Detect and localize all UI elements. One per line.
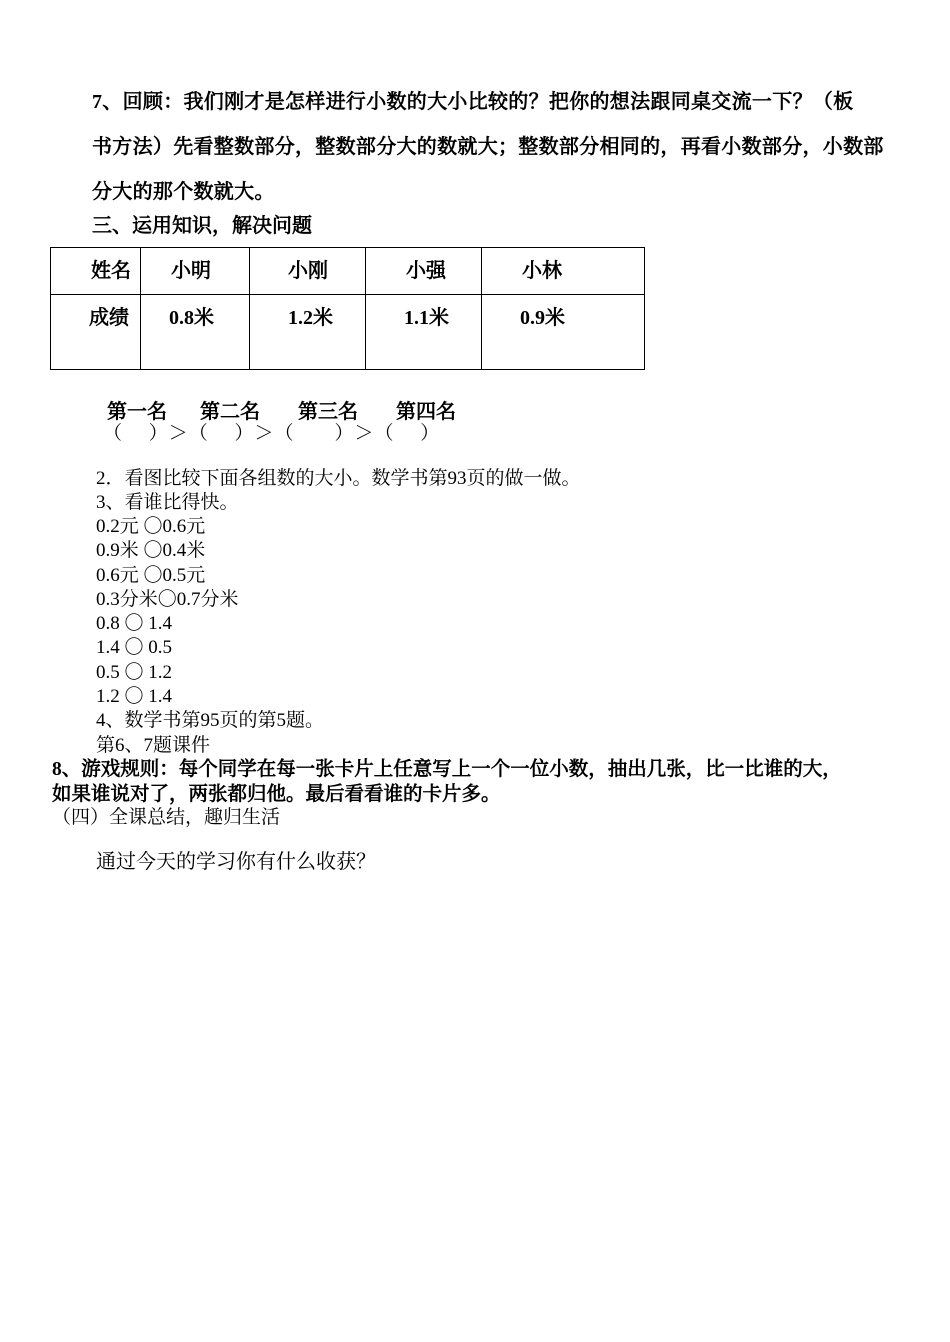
table-row — [51, 295, 645, 370]
list-item: 4、数学书第95页的第5题。 — [96, 710, 325, 731]
review-line-3: 分大的那个数就大。 — [92, 181, 275, 203]
game-rules-line-2: 如果谁说对了，两张都归他。最后看看谁的卡片多。 — [52, 784, 501, 805]
list-item: 0.3分米〇0.7分米 — [96, 589, 239, 610]
rank-label: 第一名 — [107, 401, 167, 423]
table-cell: 1.1米 — [404, 307, 449, 329]
list-item: 第6、7题课件 — [96, 735, 211, 756]
table-cell: 0.9米 — [520, 307, 565, 329]
list-item: 0.9米 〇0.4米 — [96, 540, 206, 561]
table-cell: 小林 — [522, 260, 562, 282]
table-cell: 成绩 — [89, 307, 129, 329]
list-item: 2．看图比较下面各组数的大小。数学书第93页的做一做。 — [96, 468, 581, 489]
rank-label: 第二名 — [200, 401, 260, 423]
list-item: 0.6元 〇0.5元 — [96, 565, 206, 586]
list-item: 0.5 〇 1.2 — [96, 662, 173, 683]
review-paragraph — [92, 80, 904, 215]
review-line-1: 7、回顾：我们刚才是怎样进行小数的大小比较的？把你的想法跟同桌交流一下？（板 — [92, 91, 854, 113]
review-line-2: 书方法）先看整数部分，整数部分大的数就大；整数部分相同的，再看小数部分，小数部 — [92, 136, 884, 158]
table-header-row — [51, 248, 645, 295]
table-cell: 姓名 — [91, 260, 131, 282]
rank-blanks: （ ）＞（ ）＞（ ）＞（ ） — [103, 423, 441, 444]
score-table — [50, 247, 645, 370]
list-item: 1.4 〇 0.5 — [96, 637, 173, 658]
rank-label: 第三名 — [298, 401, 358, 423]
list-item: 0.2元 〇0.6元 — [96, 516, 206, 537]
game-rules-line-1: 8、游戏规则：每个同学在每一张卡片上任意写上一个一位小数，抽出几张，比一比谁的大， — [52, 759, 842, 780]
closing-question: 通过今天的学习你有什么收获？ — [96, 851, 376, 873]
table-cell: 0.8米 — [169, 307, 214, 329]
table-cell: 小强 — [406, 260, 446, 282]
list-item: 1.2 〇 1.4 — [96, 686, 173, 707]
list-item: 0.8 〇 1.4 — [96, 613, 173, 634]
table-cell: 小明 — [171, 260, 211, 282]
list-item: 3、看谁比得快。 — [96, 492, 239, 513]
table-cell: 小刚 — [288, 260, 328, 282]
rank-label: 第四名 — [396, 401, 456, 423]
section-4-heading: （四）全课总结，趣归生活 — [52, 807, 281, 828]
table-cell: 1.2米 — [288, 307, 333, 329]
section-3-heading: 三、运用知识，解决问题 — [92, 215, 312, 237]
